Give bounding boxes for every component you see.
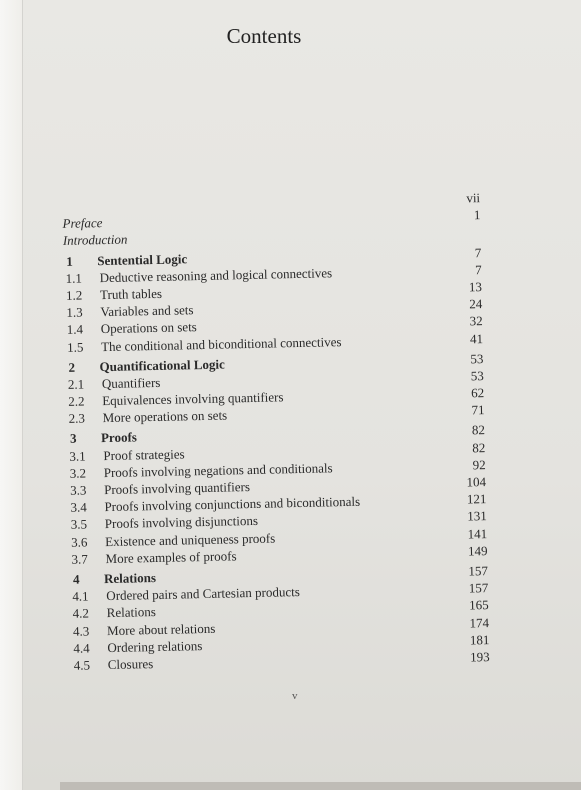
toc-page-number: 32	[469, 313, 483, 329]
section-number: 4.3	[72, 622, 90, 639]
section-number: 4.5	[73, 657, 91, 673]
toc-page-number: 82	[471, 422, 486, 438]
page-edge	[0, 0, 23, 790]
section-number: 2.2	[68, 393, 85, 409]
page-title: Contents	[226, 24, 302, 48]
section-number: 1.2	[65, 287, 83, 303]
chapter-title: Relations	[103, 569, 157, 587]
section-title: Ordered pairs and Cartesian products	[106, 584, 300, 604]
section-title: Proofs involving disjunctions	[104, 513, 259, 532]
toc-page-number: vii	[466, 190, 481, 206]
toc-label: Preface	[62, 215, 103, 232]
section-title: Existence and uniqueness proofs	[105, 530, 276, 549]
section-number: 3.6	[71, 534, 88, 550]
section-title: Proofs involving conjunctions and biconditionals	[104, 493, 361, 515]
section-title: Closures	[107, 655, 154, 672]
chapter-number: 4	[72, 571, 80, 587]
section-number: 1.5	[66, 339, 84, 355]
section-number: 3.1	[69, 448, 86, 464]
toc-page-number: 149	[467, 542, 488, 559]
section-title: The conditional and biconditional connectives	[100, 333, 342, 354]
toc-page-number: 13	[468, 279, 483, 295]
section-title: More about relations	[106, 620, 216, 638]
section-number: 1.4	[66, 321, 84, 338]
section-number: 2.3	[68, 410, 86, 427]
toc-page-number: 181	[469, 631, 490, 648]
toc-page-number: 141	[467, 525, 488, 542]
page-bottom-edge	[60, 782, 581, 790]
toc-page-number: 53	[470, 350, 484, 367]
toc-page-number: 82	[472, 439, 486, 456]
section-title: Proof strategies	[103, 446, 185, 463]
section-title: More examples of proofs	[105, 548, 237, 566]
toc-page-number: 157	[468, 580, 489, 596]
section-number: 1.3	[66, 304, 83, 320]
toc-page-number: 24	[469, 296, 483, 312]
section-number: 4.2	[72, 605, 90, 622]
section-title: Deductive reasoning and logical connectives	[99, 265, 333, 285]
section-title: Ordering relations	[107, 637, 203, 655]
section-title: Quantifiers	[101, 374, 161, 391]
toc-list	[58, 189, 508, 674]
toc-page-number: 53	[470, 367, 484, 384]
section-title: Truth tables	[99, 285, 163, 303]
toc-page-number: 7	[474, 244, 482, 260]
section-title: Relations	[106, 604, 156, 621]
toc-page-number: 104	[466, 474, 487, 490]
section-number: 3.3	[69, 482, 87, 498]
toc-page-number: 193	[470, 648, 490, 665]
toc-page-number: 62	[471, 385, 485, 401]
section-title: Equivalences involving quantifiers	[102, 389, 284, 409]
chapter-title: Proofs	[100, 429, 138, 446]
section-number: 1.1	[65, 270, 83, 286]
chapter-number: 3	[69, 431, 77, 447]
toc-page-number: 41	[469, 330, 484, 346]
toc-page-number: 131	[467, 508, 487, 524]
section-number: 3.2	[69, 465, 87, 481]
section-title: Operations on sets	[100, 319, 197, 337]
toc-page-number: 7	[474, 261, 482, 278]
chapter-number: 2	[68, 359, 76, 375]
chapter-number: 1	[66, 253, 73, 269]
toc-label: Introduction	[62, 231, 128, 249]
folio-number: v	[292, 690, 298, 702]
toc-page-number: 121	[466, 491, 487, 507]
section-title: More operations on sets	[102, 407, 228, 426]
toc-page-number: 1	[473, 207, 481, 223]
toc-page-number: 165	[468, 597, 489, 613]
toc-page-number: 71	[471, 402, 485, 418]
section-number: 3.5	[70, 516, 88, 533]
section-number: 4.1	[72, 588, 89, 604]
toc-page-number: 174	[469, 614, 490, 630]
chapter-title: Sentential Logic	[97, 250, 188, 268]
section-number: 3.4	[70, 499, 87, 515]
section-number: 3.7	[71, 551, 88, 567]
section-number: 2.1	[67, 376, 85, 392]
section-title: Proofs involving quantifiers	[103, 479, 251, 498]
section-title: Variables and sets	[100, 302, 194, 320]
toc-page-number: 92	[472, 456, 486, 473]
chapter-title: Quantificational Logic	[99, 356, 225, 374]
section-title: Proofs involving negations and conditionals	[103, 460, 333, 480]
toc-page-number: 157	[468, 563, 489, 579]
section-number: 4.4	[73, 640, 90, 656]
